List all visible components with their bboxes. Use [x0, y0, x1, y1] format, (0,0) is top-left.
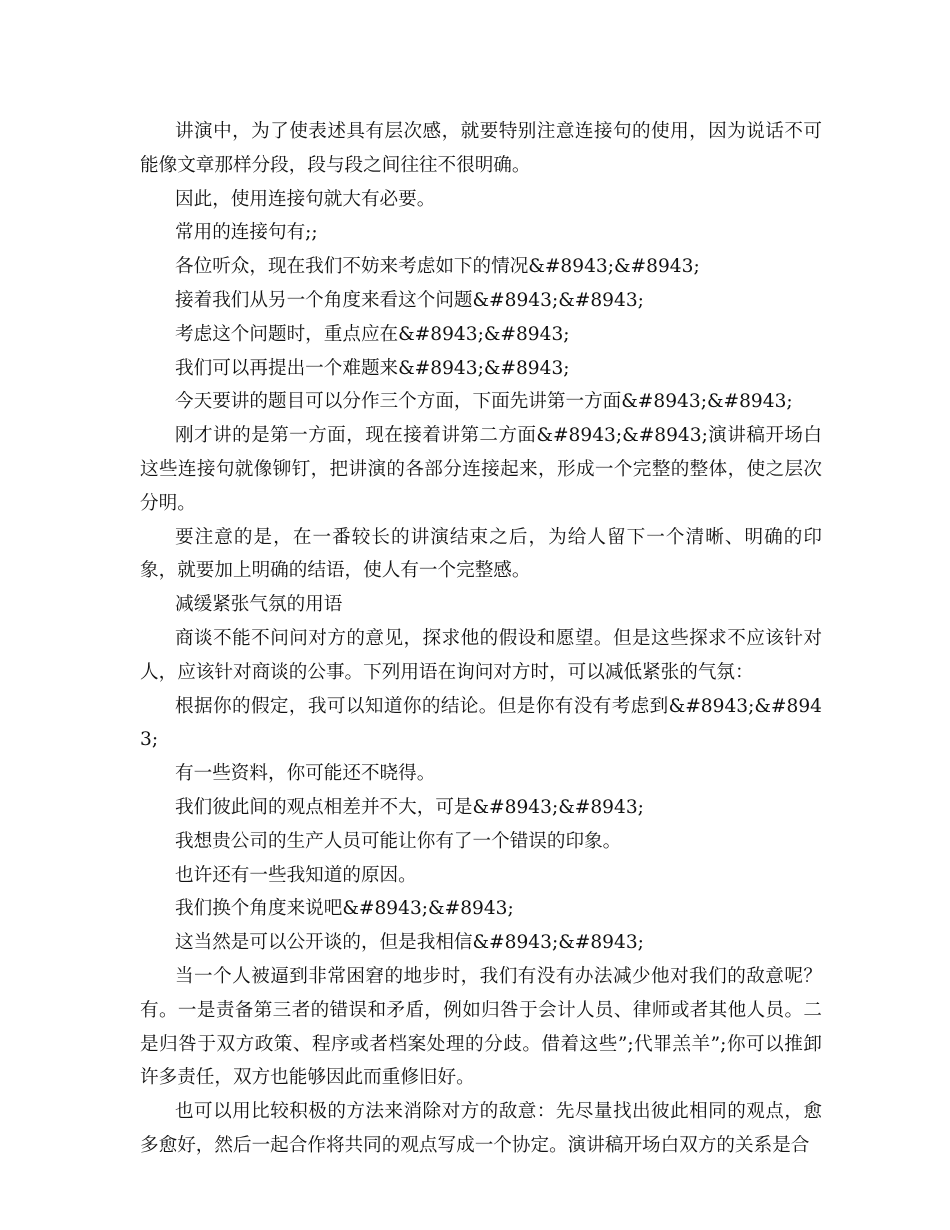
paragraph: 考虑这个问题时，重点应在&#8943;&#8943; [175, 323, 570, 345]
paragraph: 当一个人被逼到非常困窘的地步时，我们有没有办法减少他对我们的敌意呢？有。一是责备第三者的错误和矛盾，例如归咎于会计人员、律师或者其他人员。二是归咎于双方政策、程序或者档案处理的分歧。借着这些”;代罪羔羊”;你可以推卸许多责任，双方也能够因此而重修旧好。 [140, 965, 822, 1089]
paragraph: 也许还有一些我知道的原因。 [175, 864, 417, 886]
paragraph: 要注意的是，在一番较长的讲演结束之后，为给人留下一个清晰、明确的印象，就要加上明确的结语，使人有一个完整感。 [140, 526, 822, 582]
paragraph: 这当然是可以公开谈的，但是我相信&#8943;&#8943; [175, 932, 644, 954]
paragraph: 也可以用比较积极的方法来消除对方的敌意：先尽量找出彼此相同的观点，愈多愈好，然后一起合作将共同的观点写成一个协定。演讲稿开场白双方的关系是合 [140, 1101, 822, 1156]
paragraph: 各位听众，现在我们不妨来考虑如下的情况&#8943;&#8943; [175, 256, 700, 278]
section-heading: 减缓紧张气氛的用语 [175, 594, 343, 616]
paragraph: 有一些资料，你可能还不晓得。 [175, 763, 436, 785]
paragraph: 我们彼此间的观点相差并不大，可是&#8943;&#8943; [175, 796, 644, 818]
paragraph: 我想贵公司的生产人员可能让你有了一个错误的印象。 [175, 830, 622, 852]
paragraph: 今天要讲的题目可以分作三个方面，下面先讲第一方面&#8943;&#8943; [175, 391, 793, 413]
paragraph: 因此，使用连接句就大有必要。 [175, 188, 436, 210]
paragraph: 接着我们从另一个角度来看这个问题&#8943;&#8943; [175, 289, 644, 311]
paragraph: 商谈不能不问问对方的意见，探求他的假设和愿望。但是这些探求不应该针对人，应该针对商谈的公事。下列用语在询问对方时，可以减低紧张的气氛： [140, 627, 822, 683]
document-body [140, 115, 822, 1163]
paragraph: 常用的连接句有;; [175, 222, 318, 244]
paragraph: 根据你的假定，我可以知道你的结论。但是你有没有考虑到&#8943;&#8943; [140, 695, 822, 751]
paragraph: 刚才讲的是第一方面，现在接着讲第二方面&#8943;&#8943;演讲稿开场白这些连接句就像铆钉，把讲演的各部分连接起来，形成一个完整的整体，使之层次分明。 [140, 425, 822, 514]
paragraph: 我们可以再提出一个难题来&#8943;&#8943; [175, 357, 570, 379]
paragraph: 我们换个角度来说吧&#8943;&#8943; [175, 898, 514, 920]
paragraph: 讲演中，为了使表述具有层次感，就要特别注意连接句的使用，因为说话不可能像文章那样分段，段与段之间往往不很明确。 [140, 121, 822, 176]
